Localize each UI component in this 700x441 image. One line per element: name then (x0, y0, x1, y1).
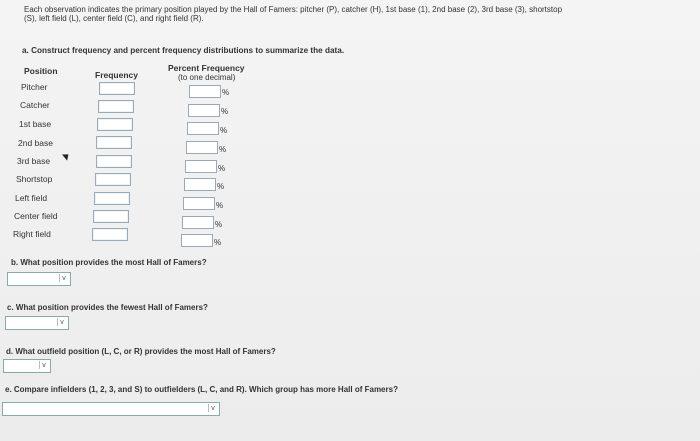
frequency-input[interactable] (99, 82, 135, 95)
frequency-input[interactable] (94, 192, 130, 205)
question-d: d. What outfield position (L, C, or R) provides the most Hall of Famers? (6, 347, 276, 356)
percent-input[interactable] (181, 234, 213, 247)
percent-sign: % (215, 220, 223, 229)
position-label: Shortstop (16, 174, 53, 184)
answer-c-dropdown[interactable] (5, 316, 69, 330)
position-label: Right field (13, 229, 51, 239)
answer-e-dropdown[interactable] (2, 402, 220, 416)
position-label: 2nd base (18, 138, 53, 148)
question-e: e. Compare infielders (1, 2, 3, and S) to outfielders (L, C, and R). Which group has more Hall of Famers? (5, 385, 398, 394)
chevron-down-icon: v (57, 318, 66, 326)
position-label: Center field (14, 211, 58, 221)
frequency-input[interactable] (92, 228, 128, 241)
answer-d-dropdown[interactable] (3, 359, 51, 373)
chevron-down-icon: v (59, 274, 68, 282)
position-label: Pitcher (21, 82, 48, 92)
percent-sign: % (218, 164, 226, 173)
percent-input[interactable] (186, 141, 218, 154)
percent-sign: % (217, 182, 225, 191)
chevron-down-icon: v (208, 404, 217, 412)
position-label: 1st base (19, 119, 52, 129)
percent-sign: % (221, 107, 229, 116)
frequency-input[interactable] (98, 100, 134, 113)
intro-line-2: (S), left field (L), center field (C), and right field (R). (24, 14, 204, 23)
percent-input[interactable] (183, 197, 215, 210)
percent-input[interactable] (188, 104, 220, 117)
intro-line-1: Each observation indicates the primary position played by the Hall of Famers: pitcher (P), catcher (H), 1st base (1), 2nd base (2), 3rd base (3), shortstop (24, 5, 563, 14)
frequency-header: Frequency (95, 70, 138, 80)
frequency-input[interactable] (97, 118, 133, 131)
frequency-input[interactable] (93, 210, 129, 223)
position-label: 3rd base (17, 156, 51, 166)
question-b: b. What position provides the most Hall of Famers? (11, 258, 207, 267)
frequency-input[interactable] (96, 155, 132, 168)
chevron-down-icon: v (39, 361, 48, 369)
percent-sign: % (220, 126, 228, 135)
position-label: Catcher (20, 100, 50, 110)
percent-input[interactable] (187, 122, 219, 135)
percent-sign: % (222, 88, 230, 97)
percent-frequency-header: Percent Frequency (168, 63, 245, 73)
answer-b-dropdown[interactable] (7, 272, 71, 286)
percent-sign: % (219, 145, 227, 154)
position-label: Left field (15, 193, 48, 203)
position-header: Position (24, 66, 58, 76)
percent-input[interactable] (184, 178, 216, 191)
percent-input[interactable] (189, 85, 221, 98)
part-a-instruction: a. Construct frequency and percent frequency distributions to summarize the data. (22, 46, 345, 55)
intro-text (24, 5, 694, 23)
percent-sign: % (216, 201, 224, 210)
frequency-input[interactable] (96, 136, 132, 149)
question-c: c. What position provides the fewest Hall of Famers? (7, 303, 208, 312)
mouse-pointer-icon (62, 151, 71, 160)
percent-input[interactable] (185, 160, 217, 173)
frequency-input[interactable] (95, 173, 131, 186)
percent-input[interactable] (182, 216, 214, 229)
percent-frequency-subheader: (to one decimal) (178, 73, 236, 82)
percent-sign: % (214, 238, 222, 247)
